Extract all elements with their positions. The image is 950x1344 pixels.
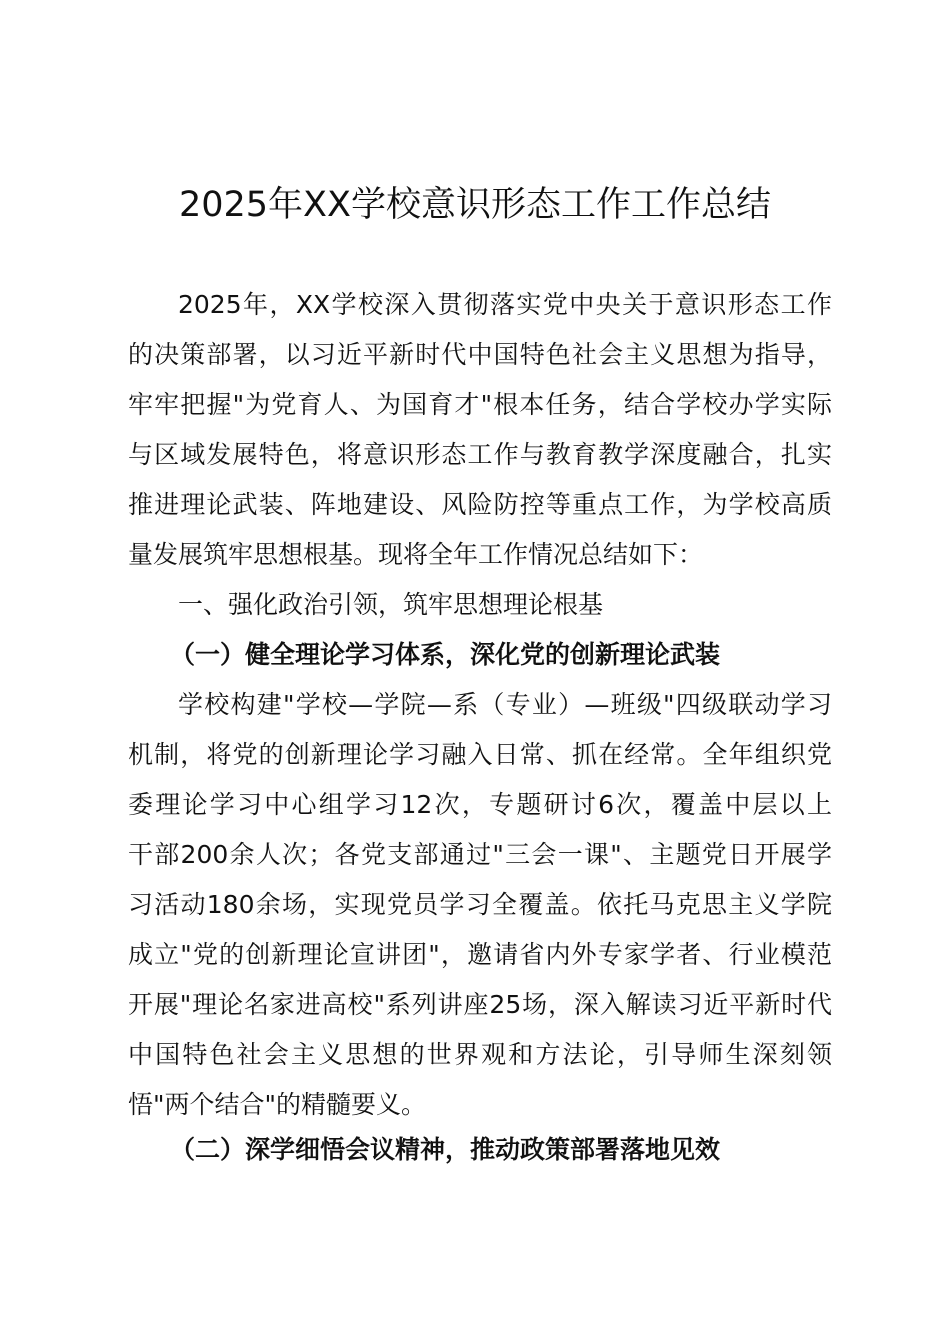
- paragraph-line: 的决策部署，以习近平新时代中国特色社会主义思想为指导，: [128, 340, 832, 369]
- subsection-heading: （二）深学细悟会议精神，推动政策部署落地见效: [170, 1135, 721, 1164]
- paragraph-line: 干部200余人次；各党支部通过"三会一课"、主题党日开展学: [128, 840, 832, 869]
- paragraph-line: 委理论学习中心组学习12次，专题研讨6次，覆盖中层以上: [128, 790, 832, 819]
- paragraph-line: 学校构建"学校—学院—系（专业）—班级"四级联动学习: [178, 690, 832, 719]
- paragraph-line: 2025年，XX学校深入贯彻落实党中央关于意识形态工作: [178, 290, 832, 319]
- paragraph-line: 推进理论武装、阵地建设、风险防控等重点工作，为学校高质: [128, 490, 832, 519]
- paragraph-line: 开展"理论名家进高校"系列讲座25场，深入解读习近平新时代: [128, 990, 832, 1019]
- paragraph-line: 牢牢把握"为党育人、为国育才"根本任务，结合学校办学实际: [128, 390, 832, 419]
- paragraph-line: 中国特色社会主义思想的世界观和方法论，引导师生深刻领: [128, 1040, 832, 1069]
- paragraph-line: 悟"两个结合"的精髓要义。: [128, 1090, 426, 1119]
- document-title: 2025年XX学校意识形态工作工作总结: [178, 185, 772, 225]
- paragraph-line: 量发展筑牢思想根基。现将全年工作情况总结如下：: [128, 540, 704, 569]
- paragraph-line: 与区域发展特色，将意识形态工作与教育教学深度融合，扎实: [128, 440, 832, 469]
- subsection-heading: （一）健全理论学习体系，深化党的创新理论武装: [170, 640, 721, 669]
- paragraph-line: 机制，将党的创新理论学习融入日常、抓在经常。全年组织党: [128, 740, 832, 769]
- paragraph-line: 习活动180余场，实现党员学习全覆盖。依托马克思主义学院: [128, 890, 832, 919]
- section-heading: 一、强化政治引领，筑牢思想理论根基: [178, 590, 604, 619]
- paragraph-line: 成立"党的创新理论宣讲团"，邀请省内外专家学者、行业模范: [128, 940, 832, 969]
